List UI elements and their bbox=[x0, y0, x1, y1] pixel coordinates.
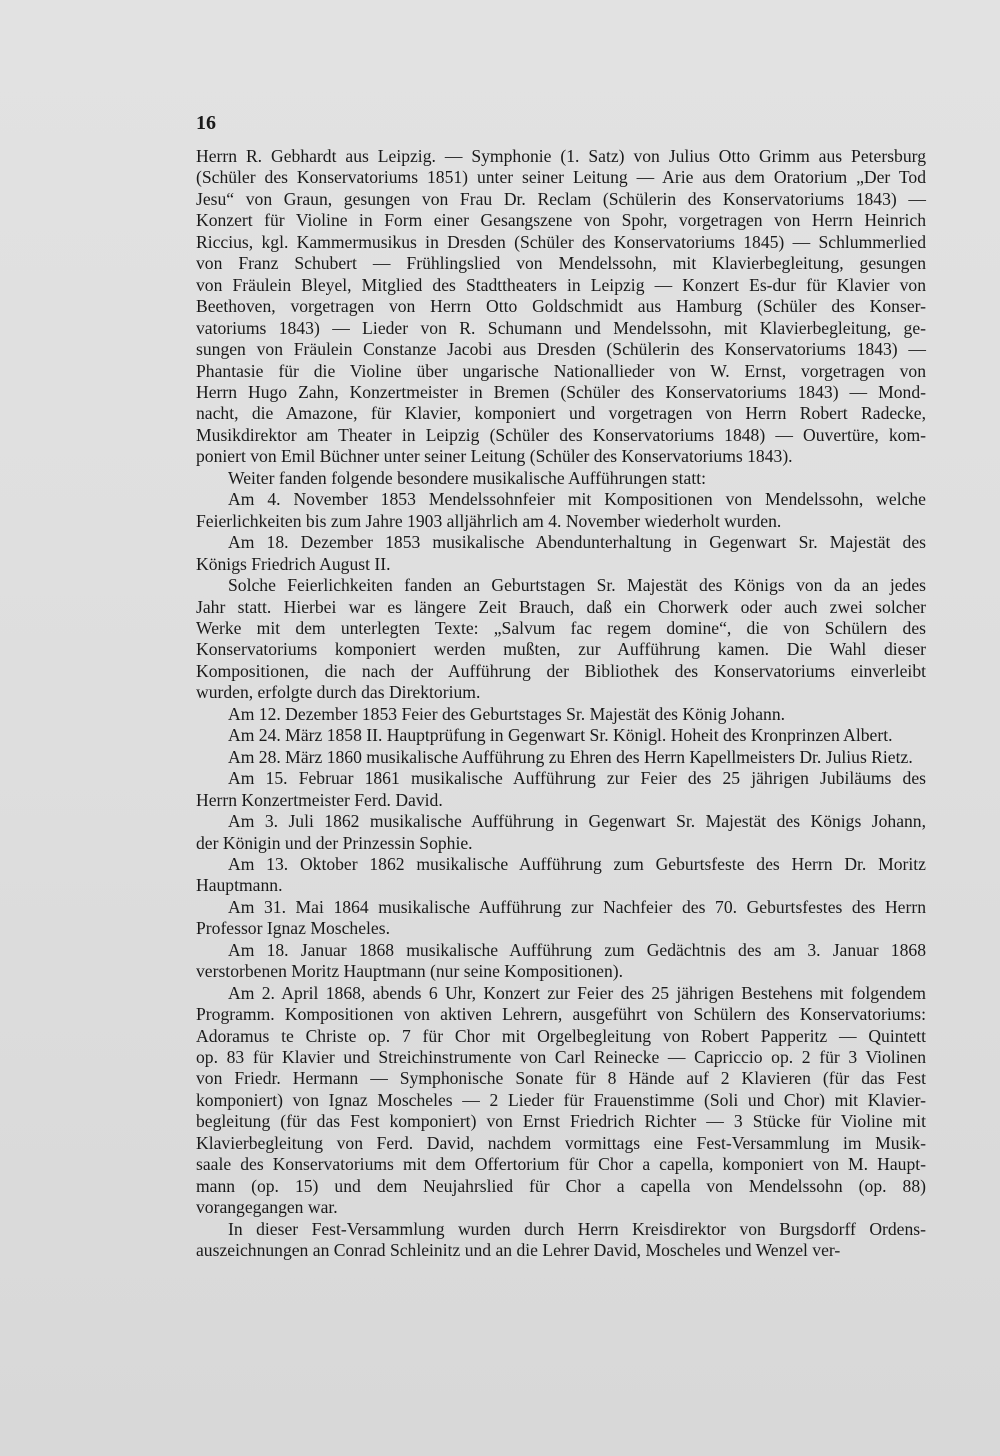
text-line: Hauptmann. bbox=[196, 875, 283, 896]
text-line: Feierlichkeiten bis zum Jahre 1903 alljährlich am 4. November wiederholt wurden. bbox=[196, 510, 782, 531]
text-line: Am 28. März 1860 musikalische Aufführung zu Ehren des Herrn Kapellmeisters Dr. Julius Rietz. bbox=[228, 746, 913, 767]
text-line: Am 12. Dezember 1853 Feier des Geburtstages Sr. Majestät des König Johann. bbox=[228, 703, 786, 724]
text-line: Klavierbegleitung von Ferd. David, nachdem vormittags eine Fest-Versammlung im Musik- bbox=[196, 1132, 926, 1153]
text-line: verstorbenen Moritz Hauptmann (nur seine Kompositionen). bbox=[196, 961, 624, 982]
text-line: Solche Feierlichkeiten fanden an Geburtstagen Sr. Majestät des Königs von da an jedes bbox=[228, 575, 926, 596]
text-line: Musikdirektor am Theater in Leipzig (Schüler des Konservatoriums 1848) — Ouvertüre, kom- bbox=[196, 424, 926, 445]
text-line: von Fräulein Bleyel, Mitglied des Stadttheaters in Leipzig — Konzert Es-dur für Klavier von bbox=[196, 274, 926, 295]
text-line: Am 4. November 1853 Mendelssohnfeier mit Kompositionen von Mendelssohn, welche bbox=[228, 489, 926, 510]
text-line: saale des Konservatoriums mit dem Offertorium für Chor a capella, komponiert von M. Haupt- bbox=[196, 1154, 926, 1175]
text-line: Riccius, kgl. Kammermusikus in Dresden (Schüler des Konservatoriums 1845) — Schlummerlied bbox=[196, 231, 926, 252]
text-line: von Friedr. Hermann — Symphonische Sonate für 8 Hände auf 2 Klavieren (für das Fest bbox=[196, 1068, 926, 1089]
text-line: der Königin und der Prinzessin Sophie. bbox=[196, 832, 473, 853]
text-line: Am 2. April 1868, abends 6 Uhr, Konzert zur Feier des 25 jährigen Bestehens mit folgendem bbox=[228, 982, 926, 1003]
text-line: sungen von Fräulein Constanze Jacobi aus Dresden (Schülerin des Konservatoriums 1843) — bbox=[196, 339, 926, 360]
text-line: Beethoven, vorgetragen von Herrn Otto Goldschmidt aus Hamburg (Schüler des Konser- bbox=[196, 296, 926, 317]
text-line: (Schüler des Konservatoriums 1851) unter seiner Leitung — Arie aus dem Oratorium „Der Tod bbox=[196, 167, 926, 188]
text-line: vatoriums 1843) — Lieder von R. Schumann und Mendelssohn, mit Klavierbegleitung, ge- bbox=[196, 317, 926, 338]
text-line: Am 13. Oktober 1862 musikalische Aufführung zum Geburtsfeste des Herrn Dr. Moritz bbox=[228, 853, 926, 874]
text-line: begleitung (für das Fest komponiert) von Ernst Friedrich Richter — 3 Stücke für Violine mit bbox=[196, 1111, 926, 1132]
text-line: wurden, erfolgte durch das Direktorium. bbox=[196, 682, 481, 703]
text-line: poniert von Emil Büchner unter seiner Leitung (Schüler des Konservatoriums 1843). bbox=[196, 446, 793, 467]
text-line: vorangegangen war. bbox=[196, 1197, 338, 1218]
text-line: Jahr statt. Hierbei war es längere Zeit Brauch, daß ein Chorwerk oder auch zwei solcher bbox=[196, 596, 926, 617]
text-line: Konzert für Violine in Form einer Gesangszene von Spohr, vorgetragen von Herrn Heinrich bbox=[196, 210, 926, 231]
text-line: Herrn R. Gebhardt aus Leipzig. — Symphonie (1. Satz) von Julius Otto Grimm aus Petersburg bbox=[196, 146, 926, 166]
text-line: Am 15. Februar 1861 musikalische Aufführung zur Feier des 25 jährigen Jubiläums des bbox=[228, 768, 926, 789]
text-line: Am 31. Mai 1864 musikalische Aufführung zur Nachfeier des 70. Geburtsfestes des Herrn bbox=[228, 896, 926, 917]
text-line: Kompositionen, die nach der Aufführung der Bibliothek des Konservatoriums einverleibt bbox=[196, 660, 926, 681]
text-line: In dieser Fest-Versammlung wurden durch Herrn Kreisdirektor von Burgsdorff Ordens- bbox=[228, 1218, 926, 1239]
text-line: Herrn Hugo Zahn, Konzertmeister in Bremen (Schüler des Konservatoriums 1843) — Mond- bbox=[196, 381, 926, 402]
text-line: Konservatoriums komponiert werden mußten, zur Aufführung kamen. Die Wahl dieser bbox=[196, 639, 926, 660]
text-line: nacht, die Amazone, für Klavier, komponiert und vorgetragen von Herrn Robert Radecke, bbox=[196, 403, 926, 424]
text-line: Adoramus te Christe op. 7 für Chor mit Orgelbegleitung von Robert Papperitz — Quintett bbox=[196, 1025, 926, 1046]
text-line: komponiert) von Ignaz Moscheles — 2 Lieder für Frauenstimme (Soli und Chor) mit Klavier- bbox=[196, 1089, 926, 1110]
text-line: Am 24. März 1858 II. Hauptprüfung in Gegenwart Sr. Königl. Hoheit des Kronprinzen Albert. bbox=[228, 725, 893, 746]
text-line: Professor Ignaz Moscheles. bbox=[196, 918, 390, 939]
text-line: Am 18. Januar 1868 musikalische Aufführung zum Gedächtnis des am 3. Januar 1868 bbox=[228, 939, 926, 960]
text-line: Königs Friedrich August II. bbox=[196, 553, 391, 574]
text-line: auszeichnungen an Conrad Schleinitz und an die Lehrer David, Moscheles und Wenzel ver- bbox=[196, 1240, 841, 1261]
text-line: Am 3. Juli 1862 musikalische Aufführung in Gegenwart Sr. Majestät des Königs Johann, bbox=[228, 811, 926, 832]
text-line: Phantasie für die Violine über ungarische Nationallieder von W. Ernst, vorgetragen von bbox=[196, 360, 926, 381]
document-text bbox=[196, 146, 926, 1262]
text-line: Weiter fanden folgende besondere musikalische Aufführungen statt: bbox=[228, 467, 707, 488]
page-number: 16 bbox=[196, 112, 216, 134]
text-line: Herrn Konzertmeister Ferd. David. bbox=[196, 789, 443, 810]
text-line: op. 83 für Klavier und Streichinstrumente von Carl Reinecke — Capriccio op. 2 für 3 Violinen bbox=[196, 1047, 926, 1068]
text-line: Jesu“ von Graun, gesungen von Frau Dr. Reclam (Schülerin des Konservatoriums 1843) — bbox=[196, 188, 926, 209]
text-line: Werke mit dem unterlegten Texte: „Salvum fac regem domine“, die von Schülern des bbox=[196, 617, 926, 638]
text-line: mann (op. 15) und dem Neujahrslied für Chor a capella von Mendelssohn (op. 88) bbox=[196, 1175, 926, 1196]
text-line: Programm. Kompositionen von aktiven Lehrern, ausgeführt von Schülern des Konservatoriums: bbox=[196, 1004, 926, 1025]
text-line: Am 18. Dezember 1853 musikalische Abendunterhaltung in Gegenwart Sr. Majestät des bbox=[228, 532, 926, 553]
text-line: von Franz Schubert — Frühlingslied von Mendelssohn, mit Klavierbegleitung, gesungen bbox=[196, 253, 926, 274]
